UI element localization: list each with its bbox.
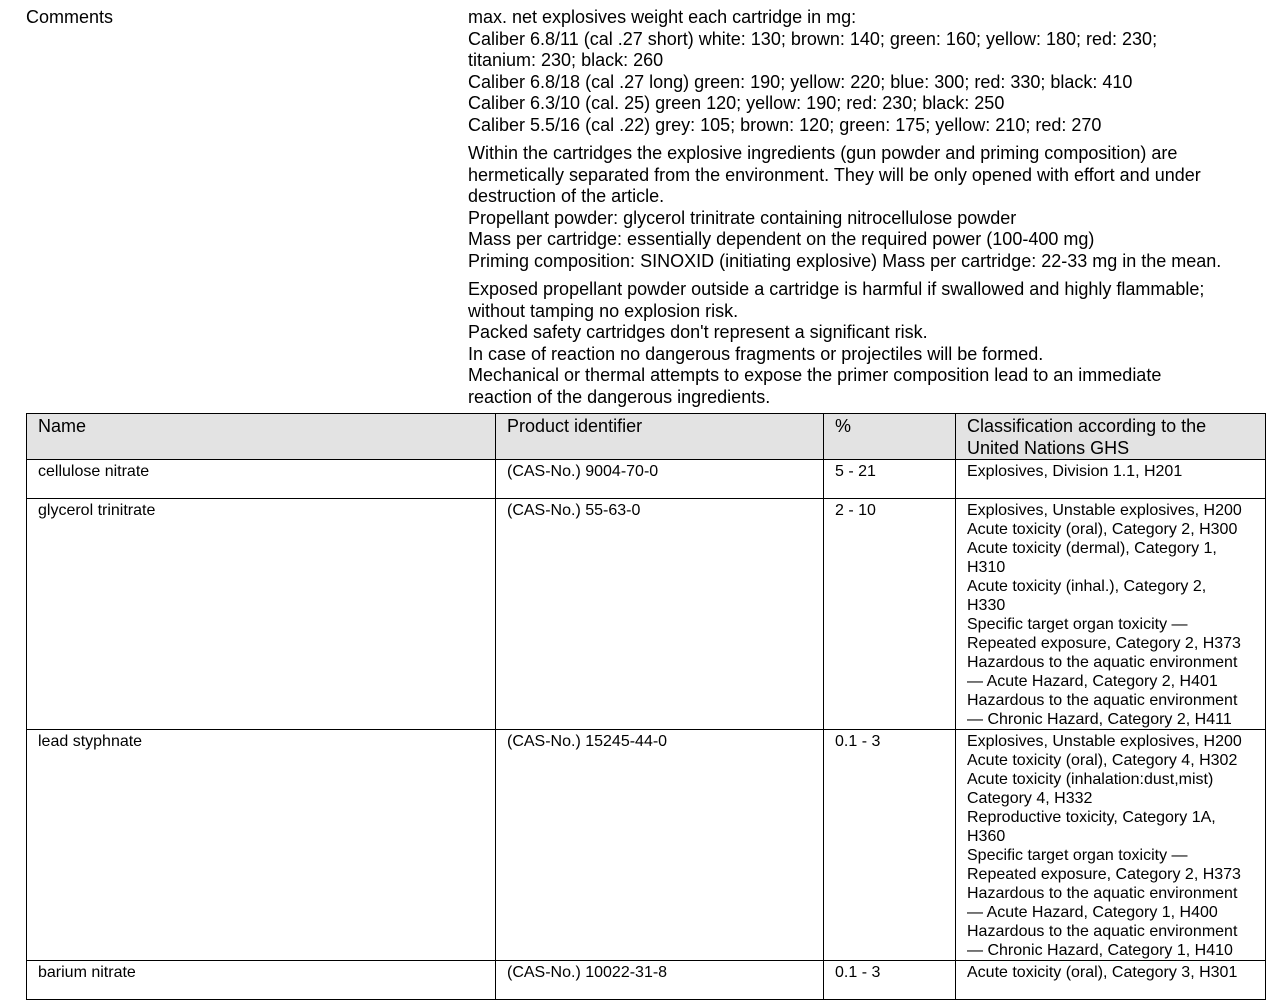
cell-percent: 0.1 - 3: [824, 961, 956, 1000]
classification-line: H360: [967, 828, 1006, 845]
classification-line: Repeated exposure, Category 2, H373: [967, 866, 1241, 883]
comments-line: Mass per cartridge: essentially dependent on the required power (100-400 mg): [468, 229, 1095, 249]
classification-line: Hazardous to the aquatic environment: [967, 692, 1238, 709]
comments-line: Caliber 6.3/10 (cal. 25) green 120; yellow: 190; red: 230; black: 250: [468, 93, 1005, 113]
cell-percent: 2 - 10: [824, 499, 956, 730]
comments-line: Priming composition: SINOXID (initiating explosive) Mass per cartridge: 22-33 mg in the mean.: [468, 250, 1222, 271]
cell-classification: [956, 499, 1266, 730]
comments-line: reaction of the dangerous ingredients.: [468, 386, 771, 407]
comments-line: destruction of the article.: [468, 186, 665, 206]
cell-classification: [956, 730, 1266, 961]
cell-classification: [956, 961, 1266, 1000]
comments-line: Exposed propellant powder outside a cartridge is harmful if swallowed and highly flammable;: [468, 279, 1205, 299]
comments-body: [468, 7, 1268, 408]
classification-line: — Acute Hazard, Category 2, H401: [967, 673, 1218, 690]
comments-line: Mechanical or thermal attempts to expose the primer composition lead to an immediate: [468, 365, 1162, 385]
classification-line: H330: [967, 597, 1006, 614]
table-header-row: [27, 414, 1266, 460]
classification-line: Acute toxicity (inhalation:dust,mist): [967, 771, 1214, 788]
classification-line: Reproductive toxicity, Category 1A,: [967, 809, 1216, 826]
classification-line: Explosives, Division 1.1, H201: [967, 463, 1183, 480]
table-row: [27, 730, 1266, 961]
classification-line: Acute toxicity (oral), Category 4, H302: [967, 752, 1238, 769]
classification-line: — Chronic Hazard, Category 1, H410: [967, 942, 1233, 959]
comments-line: Caliber 5.5/16 (cal .22) grey: 105; brown: 120; green: 175; yellow: 210; red: 270: [468, 114, 1102, 135]
classification-line: Specific target organ toxicity —: [967, 616, 1188, 633]
comments-label: Comments: [26, 7, 114, 27]
table-row: [27, 460, 1266, 499]
cell-name: lead styphnate: [27, 730, 496, 961]
cell-name: cellulose nitrate: [27, 460, 496, 499]
header-product-identifier: Product identifier: [496, 414, 824, 460]
comments-line: Caliber 6.8/11 (cal .27 short) white: 130; brown: 140; green: 160; yellow: 180; red: 230;: [468, 28, 1158, 49]
classification-line: Acute toxicity (oral), Category 2, H300: [967, 521, 1238, 538]
comments-line: In case of reaction no dangerous fragments or projectiles will be formed.: [468, 343, 1044, 364]
cell-identifier: (CAS-No.) 55-63-0: [496, 499, 824, 730]
comments-paragraph-composition: [468, 143, 1268, 272]
classification-line: Explosives, Unstable explosives, H200: [967, 733, 1242, 750]
comments-paragraph-weights: [468, 7, 1268, 136]
comments-line: Caliber 6.8/18 (cal .27 long) green: 190; yellow: 220; blue: 300; red: 330; black: 410: [468, 71, 1133, 92]
header-classification-line: United Nations GHS: [967, 437, 1130, 458]
header-percent: %: [824, 414, 956, 460]
cell-classification: [956, 460, 1266, 499]
comments-paragraph-risk: [468, 279, 1268, 408]
header-classification: [956, 414, 1266, 460]
comments-line: hermetically separated from the environment. They will be only opened with effort and under: [468, 164, 1201, 185]
classification-line: Acute toxicity (oral), Category 3, H301: [967, 964, 1238, 981]
classification-line: Category 4, H332: [967, 790, 1093, 807]
classification-line: — Acute Hazard, Category 1, H400: [967, 904, 1218, 921]
cell-name: glycerol trinitrate: [27, 499, 496, 730]
cell-identifier: (CAS-No.) 15245-44-0: [496, 730, 824, 961]
comments-line: Propellant powder: glycerol trinitrate containing nitrocellulose powder: [468, 207, 1017, 228]
comments-line: Within the cartridges the explosive ingredients (gun powder and priming composition) are: [468, 143, 1178, 163]
classification-line: Hazardous to the aquatic environment: [967, 654, 1238, 671]
cell-identifier: (CAS-No.) 10022-31-8: [496, 961, 824, 1000]
table-row: [27, 499, 1266, 730]
cell-identifier: (CAS-No.) 9004-70-0: [496, 460, 824, 499]
header-name: Name: [27, 414, 496, 460]
table-row: [27, 961, 1266, 1000]
classification-line: Acute toxicity (inhal.), Category 2,: [967, 578, 1207, 595]
classification-line: Acute toxicity (dermal), Category 1,: [967, 540, 1217, 557]
classification-line: Hazardous to the aquatic environment: [967, 923, 1238, 940]
header-classification-line: Classification according to the: [967, 416, 1207, 436]
classification-line: Repeated exposure, Category 2, H373: [967, 635, 1241, 652]
cell-percent: 0.1 - 3: [824, 730, 956, 961]
composition-table: [26, 413, 1266, 1000]
cell-name: barium nitrate: [27, 961, 496, 1000]
classification-line: H310: [967, 559, 1006, 576]
comments-line: without tamping no explosion risk.: [468, 300, 739, 321]
classification-line: — Chronic Hazard, Category 2, H411: [967, 711, 1232, 728]
cell-percent: 5 - 21: [824, 460, 956, 499]
classification-line: Specific target organ toxicity —: [967, 847, 1188, 864]
classification-line: Hazardous to the aquatic environment: [967, 885, 1238, 902]
classification-line: Explosives, Unstable explosives, H200: [967, 502, 1242, 519]
comments-line: max. net explosives weight each cartridge in mg:: [468, 7, 857, 27]
comments-line: Packed safety cartridges don't represent a significant risk.: [468, 322, 928, 342]
comments-line: titanium: 230; black: 260: [468, 50, 664, 70]
